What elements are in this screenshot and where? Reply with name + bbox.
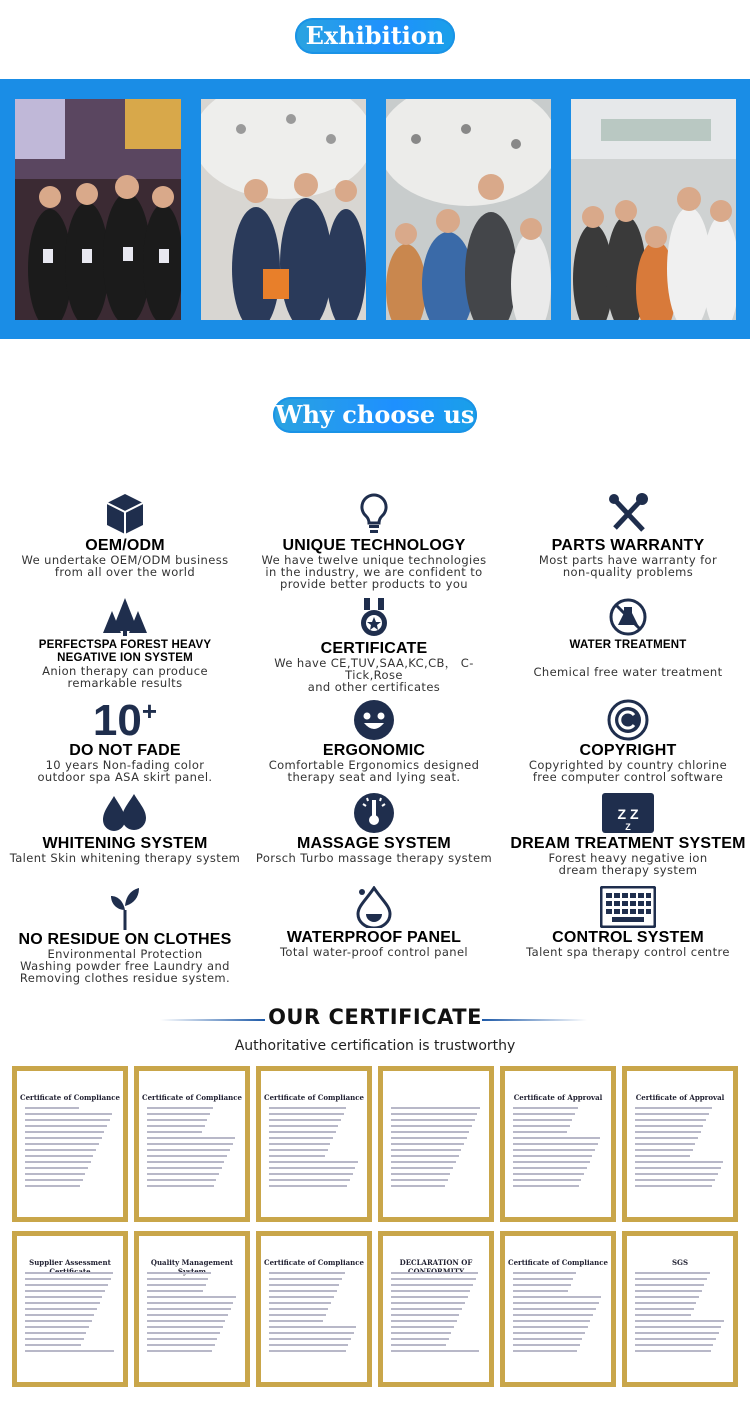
certificate-document-title: Supplier Assessment bbox=[29, 1258, 111, 1267]
feature-copyright bbox=[508, 699, 748, 783]
water-drop-icon bbox=[354, 886, 394, 928]
feature-do-not-fade bbox=[5, 696, 245, 784]
feature-desc: remarkable results bbox=[67, 676, 183, 690]
certificate-document-title: DECLARATION OF bbox=[399, 1258, 473, 1267]
feature-desc: Washing powder free Laundry and bbox=[20, 959, 230, 973]
feature-title: WHITENING SYSTEM bbox=[42, 835, 208, 852]
feature-desc: 10 years Non-fading color bbox=[45, 758, 205, 772]
certificate-document bbox=[134, 1231, 250, 1387]
feature-desc: Porsch Turbo massage therapy system bbox=[255, 851, 493, 865]
feature-title: COPYRIGHT bbox=[579, 742, 677, 759]
feature-desc: Removing clothes residue system. bbox=[19, 971, 231, 985]
feature-desc: Copyrighted by country chlorine bbox=[528, 758, 728, 772]
certificate-document bbox=[622, 1231, 738, 1387]
certificate-document-title: Certificate of Compliance bbox=[264, 1093, 364, 1102]
feature-desc: Environmental Protection bbox=[47, 947, 203, 961]
feature-title: DO NOT FADE bbox=[69, 742, 181, 759]
feature-whitening bbox=[5, 792, 245, 864]
feature-certificate bbox=[250, 597, 498, 693]
certificate-document bbox=[134, 1066, 250, 1222]
certificate-document bbox=[622, 1066, 738, 1222]
certificate-document bbox=[378, 1066, 494, 1222]
feature-desc: Total water-proof control panel bbox=[279, 945, 469, 959]
feature-title: OEM/ODM bbox=[85, 537, 165, 554]
feature-desc: Comfortable Ergonomics designed bbox=[268, 758, 480, 772]
certificate-document bbox=[12, 1231, 128, 1387]
feature-water-treatment bbox=[508, 597, 748, 678]
feature-title: ERGONOMIC bbox=[322, 742, 426, 759]
certificate-document bbox=[256, 1066, 372, 1222]
feature-title: CERTIFICATE bbox=[320, 640, 428, 657]
exhibition-photo-1 bbox=[15, 99, 181, 320]
copyright-icon bbox=[607, 699, 649, 741]
certificate-document bbox=[500, 1231, 616, 1387]
cube-icon bbox=[105, 492, 145, 536]
no-chemical-icon bbox=[608, 597, 648, 637]
certificate-heading bbox=[0, 1005, 750, 1029]
trees-icon bbox=[102, 597, 148, 637]
feature-desc: Talent spa therapy control centre bbox=[526, 945, 730, 959]
exhibition-photo-2 bbox=[201, 99, 366, 320]
feature-desc: in the industry, we are confident to bbox=[265, 565, 483, 579]
smile-icon bbox=[353, 699, 395, 741]
feature-desc: We undertake OEM/ODM business bbox=[21, 553, 229, 567]
keyboard-icon bbox=[600, 886, 656, 928]
certificate-document-title: Certificate of Approval bbox=[513, 1093, 603, 1102]
feature-desc: from all over the world bbox=[54, 565, 196, 579]
feature-desc: We have twelve unique technologies bbox=[261, 553, 487, 567]
feature-desc: and other certificates bbox=[307, 680, 441, 694]
feature-desc: Chemical free water treatment bbox=[533, 665, 723, 679]
feature-ergonomic bbox=[250, 699, 498, 783]
why-choose-us-heading: Why choose us bbox=[273, 397, 477, 433]
feature-control-system bbox=[508, 886, 748, 958]
water-drops-icon bbox=[102, 792, 148, 834]
medal-icon bbox=[359, 597, 389, 639]
lightbulb-icon bbox=[359, 492, 389, 536]
sleep-icon bbox=[601, 792, 655, 834]
feature-title: NO RESIDUE ON CLOTHES bbox=[18, 931, 232, 948]
svg-text:Z Z: Z Z bbox=[617, 806, 639, 822]
certificate-document-title: Certificate of Compliance bbox=[264, 1258, 364, 1267]
certificate-document-title: Certificate of Compliance bbox=[142, 1093, 242, 1102]
feature-title: DREAM TREATMENT SYSTEM bbox=[510, 835, 746, 852]
exhibition-photo-4 bbox=[571, 99, 736, 320]
feature-title: PARTS WARRANTY bbox=[551, 537, 705, 554]
feature-desc: free computer control software bbox=[532, 770, 724, 784]
svg-text:Z: Z bbox=[625, 822, 631, 832]
feature-no-residue bbox=[5, 886, 245, 984]
exhibition-photo-3 bbox=[386, 99, 551, 320]
feature-forest-ion bbox=[5, 597, 245, 689]
feature-desc: therapy seat and lying seat. bbox=[287, 770, 461, 784]
feature-title: CONTROL SYSTEM bbox=[552, 929, 704, 946]
certificate-document-title: Certificate of Compliance bbox=[508, 1258, 608, 1267]
certificate-document-title: Quality Management bbox=[150, 1258, 234, 1267]
certificate-subtitle: Authoritative certification is trustworthy bbox=[234, 1038, 516, 1054]
certificate-document-title: Certificate of Approval bbox=[635, 1093, 725, 1102]
ten-plus-icon: 10+ bbox=[92, 696, 158, 745]
feature-desc: dream therapy system bbox=[558, 863, 698, 877]
feature-desc: Anion therapy can produce bbox=[42, 664, 208, 678]
feature-title: PERFECTSPA FOREST HEAVY bbox=[38, 639, 212, 651]
feature-title: WATER TREATMENT bbox=[569, 639, 687, 651]
feature-massage bbox=[250, 792, 498, 864]
thermometer-icon bbox=[353, 792, 395, 834]
feature-dream-treatment bbox=[508, 792, 748, 876]
certificate-document-title: Certificate of Compliance bbox=[20, 1093, 120, 1102]
feature-desc: provide better products to you bbox=[280, 577, 468, 591]
exhibition-heading: Exhibition bbox=[295, 18, 455, 54]
feature-desc: Forest heavy negative ion bbox=[548, 851, 708, 865]
feature-title: WATERPROOF PANEL bbox=[286, 929, 462, 946]
feature-title: MASSAGE SYSTEM bbox=[297, 835, 451, 852]
feature-parts-warranty bbox=[508, 492, 748, 578]
feature-waterproof bbox=[250, 886, 498, 958]
certificate-document bbox=[378, 1231, 494, 1387]
feature-desc: Most parts have warranty for bbox=[538, 553, 718, 567]
feature-title: NEGATIVE ION SYSTEM bbox=[57, 652, 193, 664]
certificate-document-title: SGS bbox=[671, 1258, 689, 1267]
feature-desc: Talent Skin whitening therapy system bbox=[9, 851, 241, 865]
certificate-title: OUR CERTIFICATE bbox=[268, 1005, 482, 1029]
certificate-document bbox=[500, 1066, 616, 1222]
feature-desc: outdoor spa ASA skirt panel. bbox=[37, 770, 213, 784]
feature-desc: non-quality problems bbox=[562, 565, 694, 579]
tools-icon bbox=[607, 492, 649, 536]
sprout-icon bbox=[110, 886, 140, 930]
feature-oem bbox=[5, 492, 245, 578]
certificate-document bbox=[256, 1231, 372, 1387]
feature-desc: We have CE,TUV,SAA,KC,CB， C-Tick,Rose bbox=[274, 656, 474, 682]
feature-unique-technology bbox=[250, 492, 498, 590]
feature-title: UNIQUE TECHNOLOGY bbox=[282, 537, 466, 554]
certificate-document bbox=[12, 1066, 128, 1222]
